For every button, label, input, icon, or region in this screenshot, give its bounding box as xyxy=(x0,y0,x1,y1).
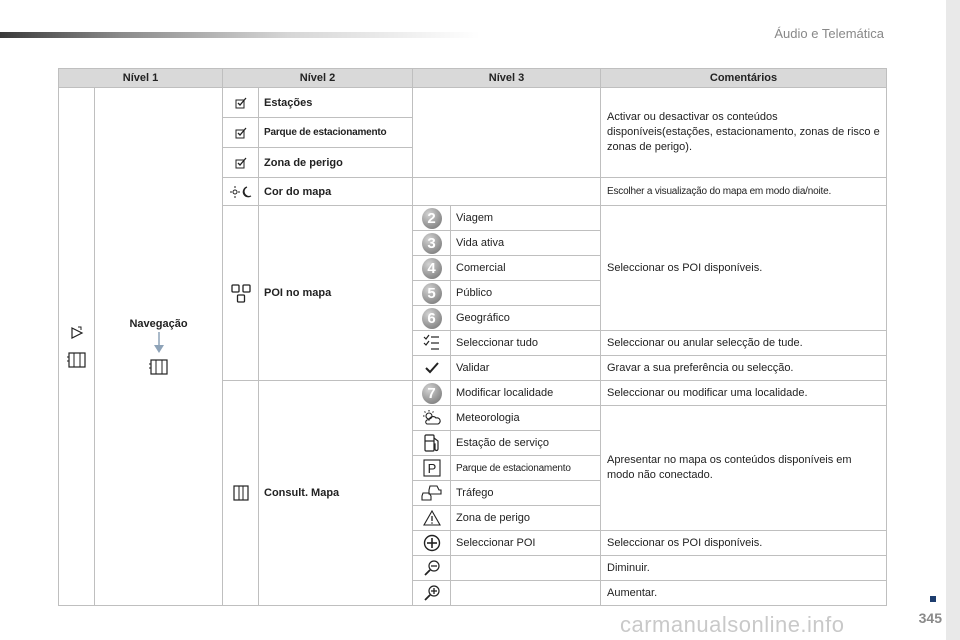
comment-validate: Gravar a sua preferência ou selecção. xyxy=(601,356,887,381)
level2-stations[interactable]: Estações xyxy=(259,88,413,118)
zoom-in-icon[interactable] xyxy=(423,585,441,601)
column-header-comments: Comentários xyxy=(601,69,887,88)
level2-parking[interactable]: Parque de estacionamento xyxy=(259,118,413,148)
section-title: Áudio e Telemática xyxy=(774,26,884,41)
level2-map-color[interactable]: Cor do mapa xyxy=(259,178,413,206)
step-badge: 4 xyxy=(422,258,442,279)
comment-select-all: Seleccionar ou anular selecção de tude. xyxy=(601,331,887,356)
zoom-out-icon[interactable] xyxy=(423,560,441,576)
comment-select-poi: Seleccionar os POI disponíveis. xyxy=(601,531,887,556)
empty-cell xyxy=(413,178,601,206)
header-gradient-bar xyxy=(0,32,480,38)
checkbox-icon[interactable] xyxy=(235,127,247,139)
navigation-arrow-icon xyxy=(69,325,85,341)
step-badge: 2 xyxy=(422,208,442,229)
poi-icon[interactable] xyxy=(230,282,252,304)
level2-consult-map[interactable]: Consult. Mapa xyxy=(259,381,413,606)
comment-zoom-out: Diminuir. xyxy=(601,556,887,581)
level3-select-poi[interactable]: Seleccionar POI xyxy=(451,531,601,556)
level3-poi-travel[interactable]: Viagem xyxy=(451,206,601,231)
comment-zoom-in: Aumentar. xyxy=(601,581,887,606)
comment-toggle: Activar ou desactivar os conteúdos disponíveis(estações, estacionamento, zonas de risco e zonas de perigo). xyxy=(601,88,887,178)
comment-modify-location: Seleccionar ou modificar uma localidade. xyxy=(601,381,887,406)
warning-icon[interactable] xyxy=(423,510,441,526)
menu-table xyxy=(58,68,887,606)
navigation-label: Navegação xyxy=(129,317,188,330)
level3-modify-location[interactable]: Modificar localidade xyxy=(451,381,601,406)
step-badge: 6 xyxy=(422,308,442,329)
page-marker xyxy=(930,596,936,602)
level3-poi-commercial[interactable]: Comercial xyxy=(451,256,601,281)
watermark: carmanualsonline.info xyxy=(620,612,845,637)
checkbox-icon-cell xyxy=(223,88,259,118)
step-badge: 7 xyxy=(422,383,442,404)
table-row xyxy=(59,88,887,118)
level2-danger-zone[interactable]: Zona de perigo xyxy=(259,148,413,178)
checkmark-icon[interactable] xyxy=(425,362,439,374)
step-badge: 3 xyxy=(422,233,442,254)
map-menu-icon xyxy=(67,351,87,369)
level3-select-all[interactable]: Seleccionar tudo xyxy=(451,331,601,356)
checkbox-icon[interactable] xyxy=(235,97,247,109)
page-number: 345 xyxy=(918,610,942,626)
fuel-station-icon[interactable] xyxy=(423,433,441,453)
down-arrow-icon xyxy=(153,332,165,354)
traffic-icon[interactable] xyxy=(421,484,443,502)
comment-online-content: Apresentar no mapa os conteúdos disponíveis em modo não conectado. xyxy=(601,406,887,531)
empty-cell xyxy=(451,556,601,581)
column-header-level2: Nível 2 xyxy=(223,69,413,88)
checkbox-icon[interactable] xyxy=(235,157,247,169)
column-header-level3: Nível 3 xyxy=(413,69,601,88)
map-menu-icon xyxy=(149,358,169,376)
weather-icon[interactable] xyxy=(422,410,442,426)
level2-poi-on-map[interactable]: POI no mapa xyxy=(259,206,413,381)
table-header xyxy=(59,69,887,88)
level3-service-station[interactable]: Estação de serviço xyxy=(451,431,601,456)
navigation-cell xyxy=(95,88,223,606)
step-badge: 5 xyxy=(422,283,442,304)
level3-parking[interactable]: Parque de estacionamento xyxy=(451,456,601,481)
level1-icon-cell xyxy=(59,88,95,606)
level3-poi-geographic[interactable]: Geográfico xyxy=(451,306,601,331)
level3-validate[interactable]: Validar xyxy=(451,356,601,381)
column-header-level1: Nível 1 xyxy=(59,69,223,88)
level3-traffic[interactable]: Tráfego xyxy=(451,481,601,506)
add-poi-icon[interactable] xyxy=(423,534,441,552)
side-strip xyxy=(946,0,960,640)
comment-poi: Seleccionar os POI disponíveis. xyxy=(601,206,887,331)
empty-cell xyxy=(413,88,601,178)
level3-danger-zone[interactable]: Zona de perigo xyxy=(451,506,601,531)
svg-text:P: P xyxy=(427,461,436,476)
day-night-icon[interactable] xyxy=(230,186,252,198)
level3-poi-public[interactable]: Público xyxy=(451,281,601,306)
level3-weather[interactable]: Meteorologia xyxy=(451,406,601,431)
parking-icon[interactable] xyxy=(423,459,441,477)
map-book-icon[interactable] xyxy=(232,484,250,502)
select-all-icon[interactable] xyxy=(423,334,441,352)
comment-map-color: Escolher a visualização do mapa em modo dia/noite. xyxy=(601,178,887,206)
level3-poi-active-life[interactable]: Vida ativa xyxy=(451,231,601,256)
empty-cell xyxy=(451,581,601,606)
